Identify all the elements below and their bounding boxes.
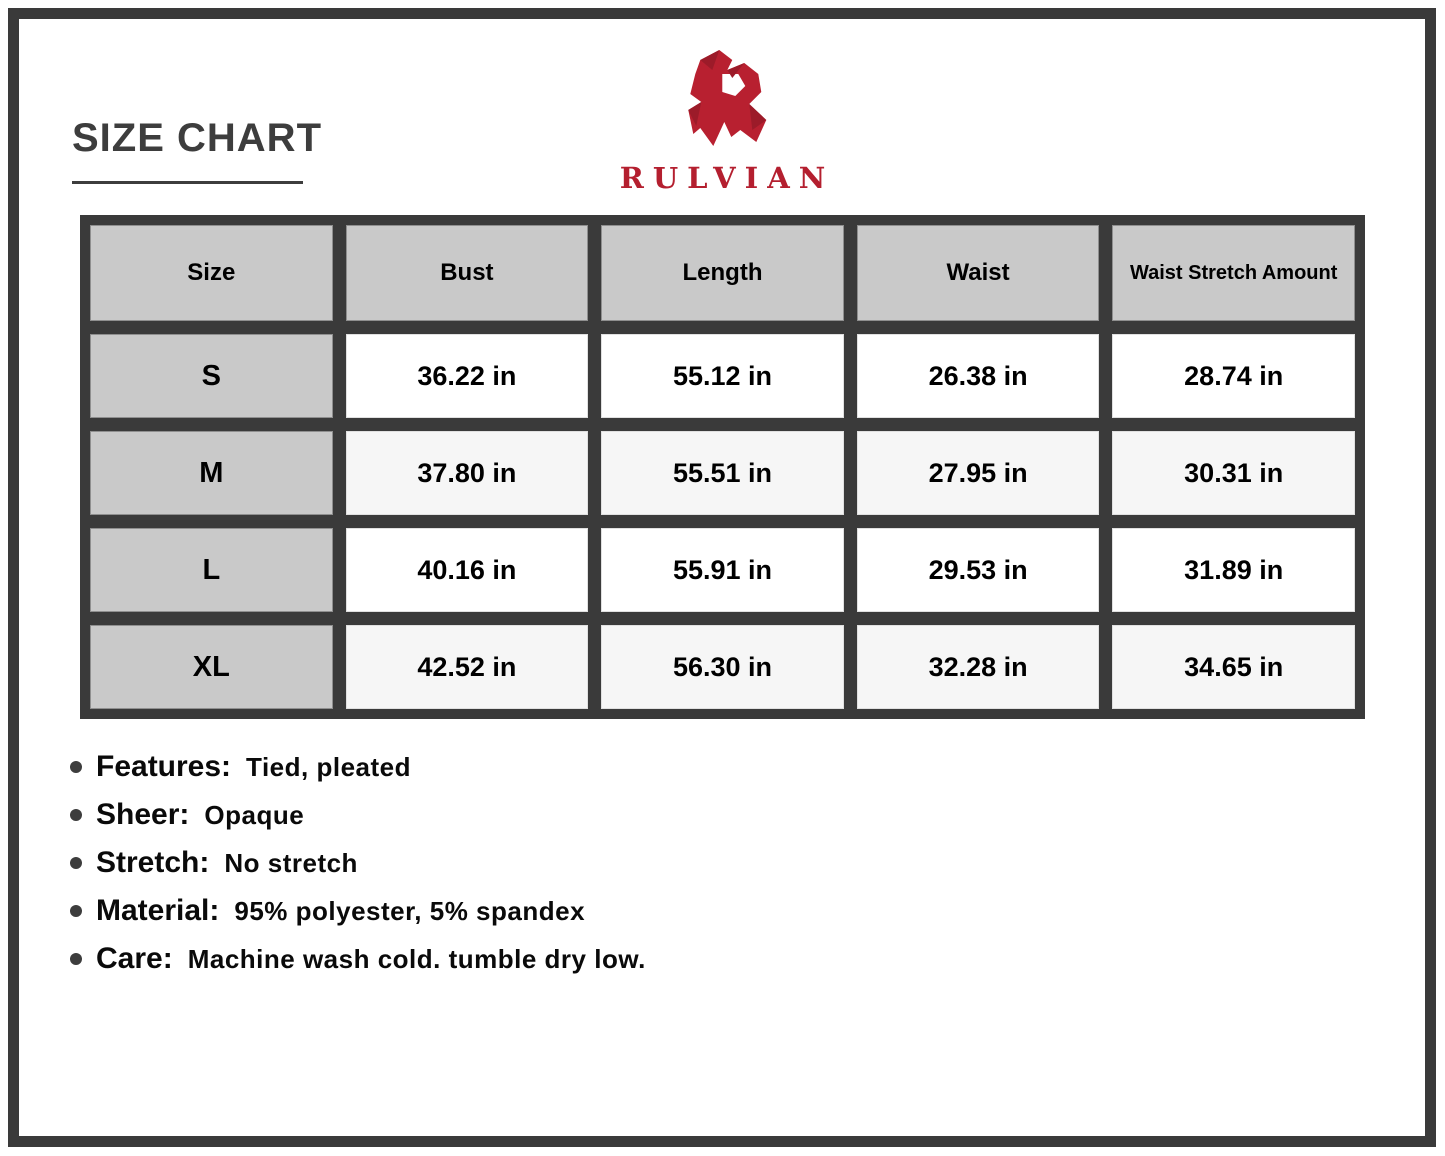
value-cell-l-waist-stretch: 31.89 in: [1112, 528, 1355, 612]
value-cell-xl-length: 56.30 in: [601, 625, 844, 709]
value-cell-s-waist: 26.38 in: [857, 334, 1100, 418]
size-cell-s: S: [90, 334, 333, 418]
product-details-list: [70, 750, 646, 990]
value-cell-s-waist-stretch: 28.74 in: [1112, 334, 1355, 418]
value-cell-s-bust: 36.22 in: [346, 334, 589, 418]
detail-item-sheer: [70, 798, 646, 832]
detail-value: Opaque: [204, 799, 305, 830]
bullet-dot-icon: [70, 953, 82, 965]
detail-value: Machine wash cold. tumble dry low.: [187, 943, 646, 974]
angular-r-monogram-icon: [672, 48, 772, 158]
table-header-waist-stretch: Waist Stretch Amount: [1112, 225, 1355, 321]
detail-label: Sheer:: [96, 798, 190, 831]
detail-value: Tied, pleated: [246, 751, 411, 782]
value-cell-m-waist: 27.95 in: [857, 431, 1100, 515]
value-cell-xl-waist: 32.28 in: [857, 625, 1100, 709]
detail-value: 95% polyester, 5% spandex: [234, 895, 586, 926]
bullet-dot-icon: [70, 905, 82, 917]
bullet-dot-icon: [70, 857, 82, 869]
bullet-dot-icon: [70, 809, 82, 821]
table-header-length: Length: [601, 225, 844, 321]
detail-value: No stretch: [224, 847, 358, 878]
value-cell-xl-bust: 42.52 in: [346, 625, 589, 709]
table-header-bust: Bust: [346, 225, 589, 321]
value-cell-l-waist: 29.53 in: [857, 528, 1100, 612]
value-cell-m-waist-stretch: 30.31 in: [1112, 431, 1355, 515]
value-cell-m-bust: 37.80 in: [346, 431, 589, 515]
detail-label: Features:: [96, 750, 232, 783]
page-title: SIZE CHART: [72, 116, 322, 160]
detail-label: Care:: [96, 942, 173, 975]
value-cell-l-length: 55.91 in: [601, 528, 844, 612]
size-cell-l: L: [90, 528, 333, 612]
size-cell-m: M: [90, 431, 333, 515]
table-header-waist: Waist: [857, 225, 1100, 321]
value-cell-l-bust: 40.16 in: [346, 528, 589, 612]
title-underline: [72, 181, 303, 184]
brand-name: RULVIAN: [619, 161, 835, 195]
size-cell-xl: XL: [90, 625, 333, 709]
brand-logo: [611, 48, 834, 195]
size-table: [80, 215, 1365, 719]
detail-item-care: [70, 942, 646, 976]
detail-label: Stretch:: [96, 846, 210, 879]
value-cell-m-length: 55.51 in: [601, 431, 844, 515]
detail-item-stretch: [70, 846, 646, 880]
detail-label: Material:: [96, 894, 220, 927]
bullet-dot-icon: [70, 761, 82, 773]
value-cell-s-length: 55.12 in: [601, 334, 844, 418]
detail-item-material: [70, 894, 646, 928]
value-cell-xl-waist-stretch: 34.65 in: [1112, 625, 1355, 709]
table-header-size: Size: [90, 225, 333, 321]
detail-item-features: [70, 750, 646, 784]
